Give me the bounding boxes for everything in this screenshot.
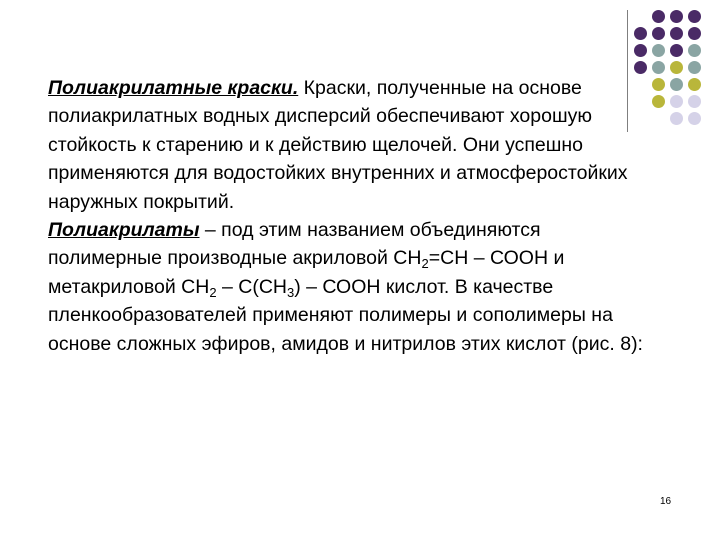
decorative-dot xyxy=(634,27,647,40)
decorative-dot xyxy=(688,78,701,91)
decorative-dot xyxy=(670,44,683,57)
paragraph-text-1: – под этим названием объединяются полимерные производные акриловой СН xyxy=(48,219,541,270)
decorative-dot xyxy=(688,95,701,108)
decorative-dot xyxy=(652,112,665,125)
term-polyacrylate-paints: Полиакрилатные краски. xyxy=(48,77,299,99)
decorative-dot xyxy=(688,44,701,57)
term-polyacrylates: Полиакрилаты xyxy=(48,219,200,242)
decorative-dot xyxy=(634,10,647,23)
decorative-dot xyxy=(670,78,683,91)
decorative-dot xyxy=(670,27,683,40)
paragraph-text-3: – С(СН xyxy=(216,275,287,298)
paragraph-text-4: ) – СООН кислот. В качестве пленкообразователей применяют полимеры и сополимеры на основе сложных эфиров, амидов и нитрилов этих кислот (рис. 8): xyxy=(48,275,643,355)
subscript-2: 2 xyxy=(209,284,217,300)
decorative-dot xyxy=(688,61,701,74)
decorative-dot xyxy=(652,78,665,91)
paragraph-text-2: =СН – СООН и метакриловой СН xyxy=(48,247,565,298)
decorative-dot xyxy=(670,61,683,74)
decorative-dot xyxy=(652,61,665,74)
decorative-dot xyxy=(670,95,683,108)
decorative-dot xyxy=(634,44,647,57)
decorative-dot xyxy=(670,10,683,23)
decorative-dot xyxy=(652,95,665,108)
decorative-dot xyxy=(688,112,701,125)
decorative-dot xyxy=(652,44,665,57)
page-number: 16 xyxy=(660,496,672,507)
decorative-dot xyxy=(688,27,701,40)
decorative-dot xyxy=(652,10,665,23)
decorative-dot xyxy=(688,10,701,23)
decorative-dot xyxy=(634,61,647,74)
slide-body xyxy=(48,74,648,358)
paragraph-paint-text: Краски, полученные на основе полиакрилатных водных дисперсий обеспечивают хорошую стойкость к старению и к действию щелочей. Они успешно применяются для водостойких внутренних и атмосферостойких наружных покрытий. xyxy=(48,77,628,213)
paragraph-paint xyxy=(48,74,648,216)
subscript-3: 3 xyxy=(287,284,295,300)
decorative-dot xyxy=(652,27,665,40)
paragraph-polyacrylates xyxy=(48,216,648,358)
decorative-dot xyxy=(670,112,683,125)
subscript-1: 2 xyxy=(421,256,429,272)
